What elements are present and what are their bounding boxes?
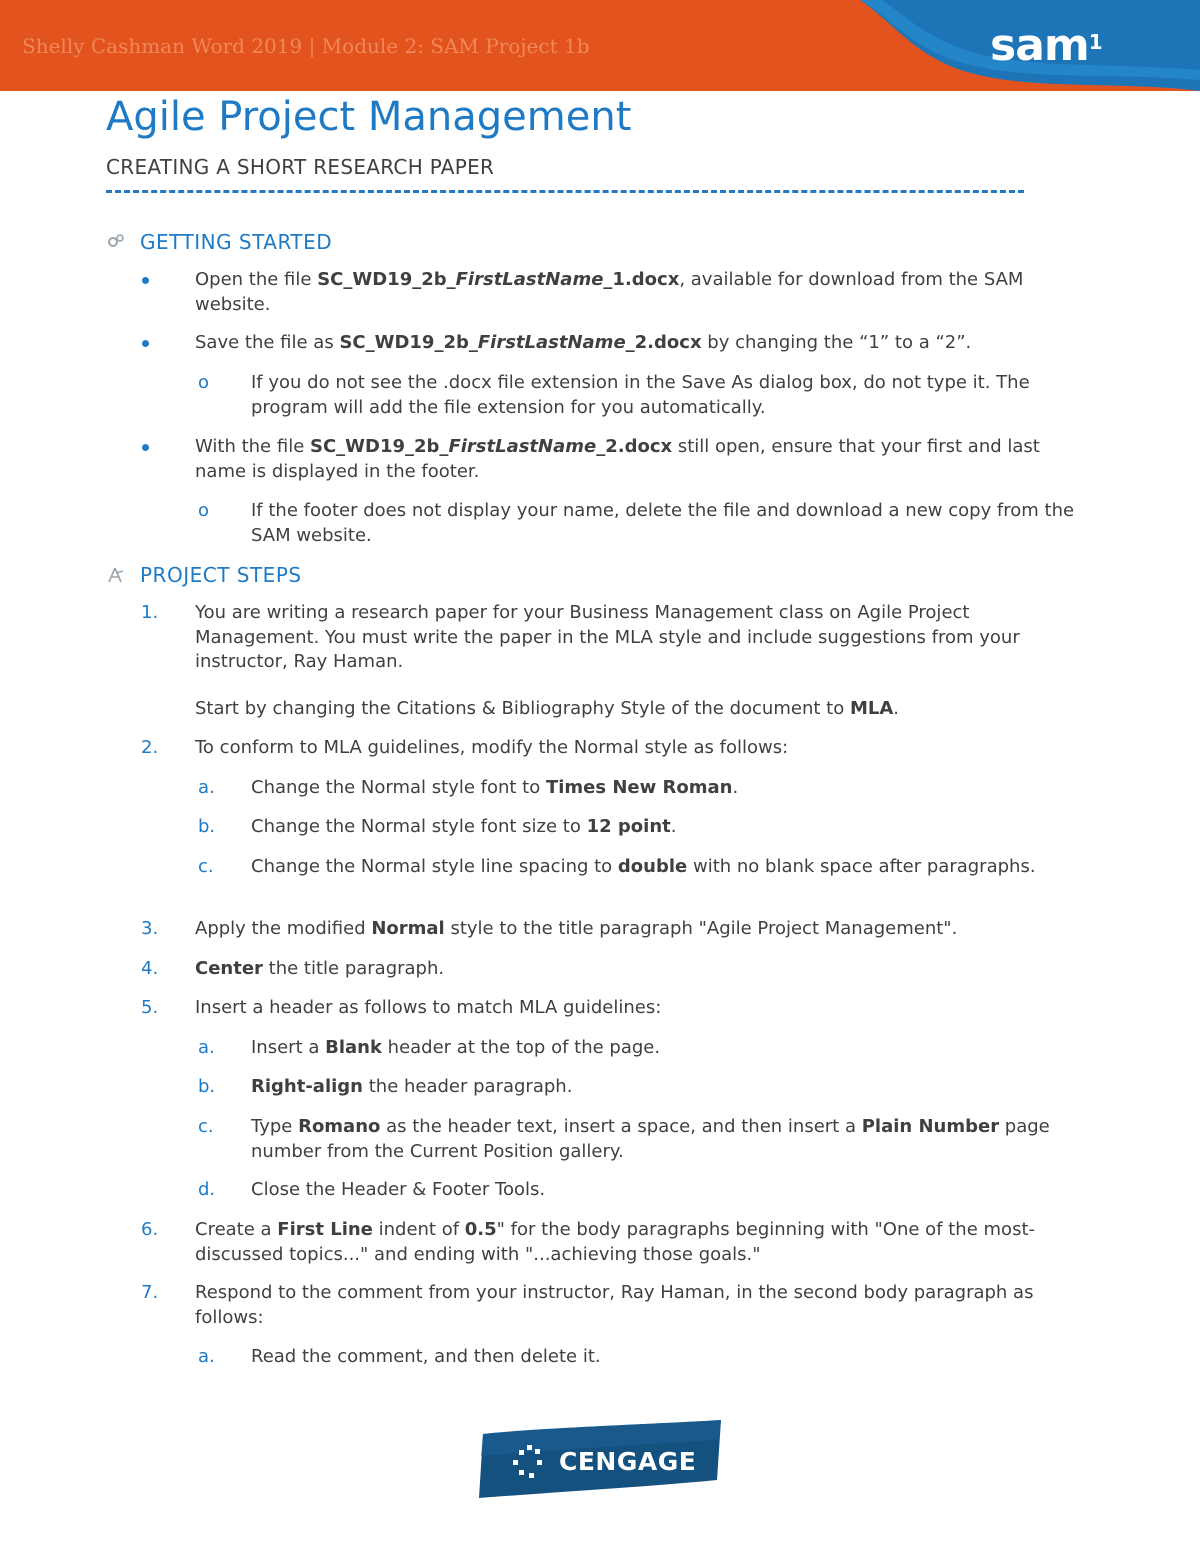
circle-bullet: o <box>198 372 210 393</box>
bullet <box>142 277 149 284</box>
document-title: Agile Project Management <box>106 94 632 140</box>
circle-bullet: o <box>198 500 210 521</box>
getting-started-heading: GETTING STARTED <box>106 228 332 256</box>
cengage-logo-text: CENGAGE <box>559 1447 697 1476</box>
header-banner <box>0 0 1200 91</box>
dashed-divider <box>106 190 1024 193</box>
module-title: Shelly Cashman Word 2019 | Module 2: SAM Project 1b <box>22 34 590 58</box>
document-subtitle: CREATING A SHORT RESEARCH PAPER <box>106 155 495 179</box>
project-steps-heading: PROJECT STEPS <box>106 561 302 589</box>
sam-logo: sam$^1$ <box>990 20 1102 71</box>
gears-icon <box>106 232 126 252</box>
bullet <box>142 340 149 347</box>
bullet <box>142 444 149 451</box>
steps-icon <box>106 565 126 585</box>
